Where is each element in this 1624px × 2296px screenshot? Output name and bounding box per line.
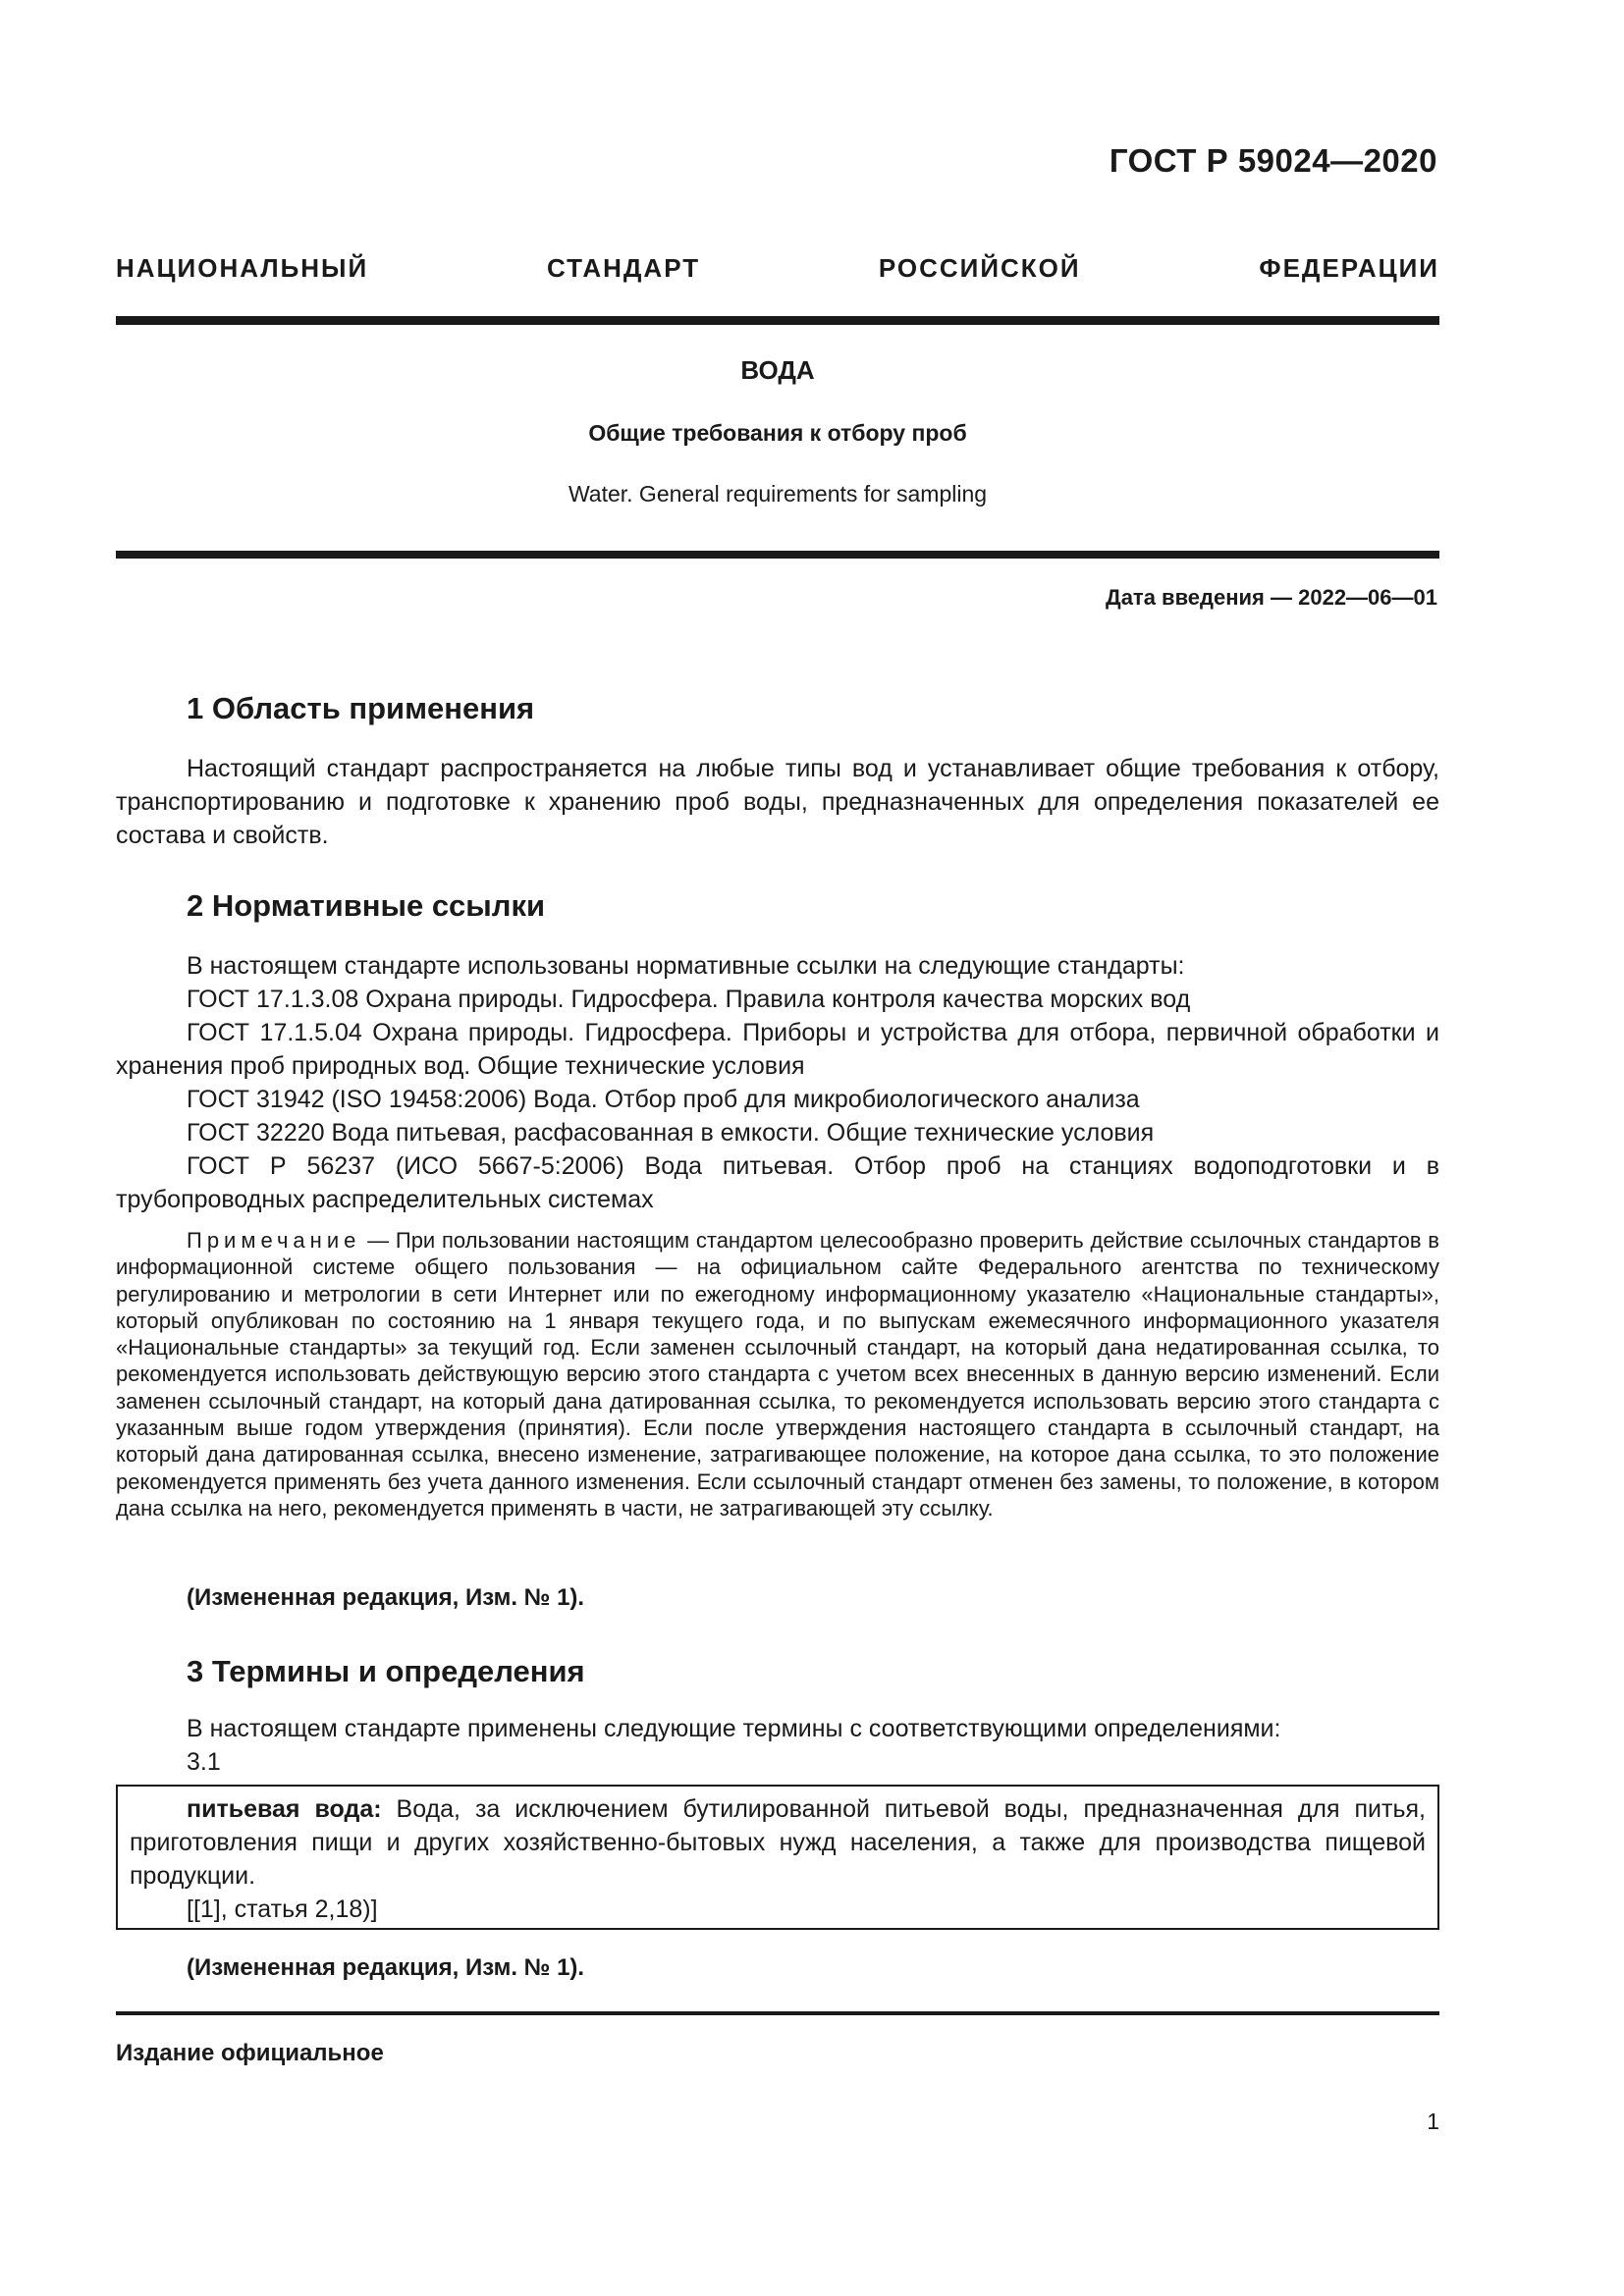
organization-banner: НАЦИОНАЛЬНЫЙ СТАНДАРТ РОССИЙСКОЙ ФЕДЕРАЦИИ xyxy=(116,253,1439,283)
top-divider xyxy=(116,316,1439,325)
scope-paragraph: Настоящий стандарт распространяется на любые типы вод и устанавливает общие требования к отбору, транспортированию и подготовке к хранению проб воды, предназначенных для определения показателей ее состава и свойств. xyxy=(116,755,1439,849)
term-text: Вода, за исключением бутилированной питьевой воды, предназначенная для питья, приготовления пищи и других хозяйственно-бытовых нужд населения, а также для производства пищевой продукции. xyxy=(130,1795,1426,1890)
page-number: 1 xyxy=(1427,2109,1439,2134)
section-2-heading: 2 Нормативные ссылки xyxy=(187,888,546,923)
title-divider xyxy=(116,551,1439,559)
term-definition-box xyxy=(116,1785,1439,1930)
amendment-note-2: (Измененная редакция, Изм. № 1). xyxy=(187,1954,585,1981)
references-list xyxy=(116,949,1439,1216)
section-1-body xyxy=(116,752,1439,852)
reference-item: ГОСТ 17.1.3.08 Охрана природы. Гидросфера. Правила контроля качества морских вод xyxy=(187,986,1191,1013)
reference-item: ГОСТ Р 56237 (ИСО 5667-5:2006) Вода питьевая. Отбор проб на станциях водоподготовки и в трубопроводных распределительных системах xyxy=(116,1152,1439,1213)
term-number: 3.1 xyxy=(187,1748,221,1776)
terms-intro-block xyxy=(116,1712,1439,1779)
term-definition xyxy=(130,1792,1426,1893)
document-subtitle: Общие требования к отбору проб xyxy=(588,420,967,446)
term-name: питьевая вода: xyxy=(187,1795,382,1823)
effective-date: Дата введения — 2022—06—01 xyxy=(1106,585,1437,610)
english-title: Water. General requirements for sampling xyxy=(568,481,988,507)
terms-intro: В настоящем стандарте применены следующие термины с соответствующими определениями: xyxy=(187,1715,1281,1742)
section-1-heading: 1 Область применения xyxy=(187,691,535,725)
amendment-note-1: (Измененная редакция, Изм. № 1). xyxy=(187,1584,585,1611)
footer-divider xyxy=(116,2011,1439,2015)
references-intro: В настоящем стандарте использованы нормативные ссылки на следующие стандарты: xyxy=(187,952,1185,980)
note-text: — При пользовании настоящим стандартом целесообразно проверить действие ссылочных стандартов в информационной системе общего пользования — на официальном сайте Федерального агентства по техническому регулированию и метрологии в сети Интернет или по ежегодному информационному указателю «Национальные стандарты», который опубликован по состоянию на 1 января текущего года, и по выпускам ежемесячного информационного указателя «Национальные стандарты» за текущий год. Если заменен ссылочный стандарт, на который дана недатированная ссылка, то рекомендуется использовать действующую версию этого стандарта с учетом всех внесенных в данную версию изменений. Если заменен ссылочный стандарт, на который дана датированная ссылка, то рекомендуется использовать версию этого стандарта с указанным выше годом утверждения (принятия). Если после утверждения настоящего стандарта в ссылочный стандарт, на который дана датированная ссылка, внесено изменение, затрагивающее положение, на которое дана ссылка, то это положение рекомендуется применять без учета данного изменения. Если ссылочный стандарт отменен без замены, то положение, в котором дана ссылка на него, рекомендуется применять в части, не затрагивающей эту ссылку. xyxy=(116,1228,1439,1521)
edition-label: Издание официальное xyxy=(116,2040,384,2066)
document-title: ВОДА xyxy=(740,355,815,385)
note-label: Примечание xyxy=(187,1228,361,1253)
reference-item: ГОСТ 17.1.5.04 Охрана природы. Гидросфера. Приборы и устройства для отбора, первичной обработки и хранения проб природных вод. Общие технические условия xyxy=(116,1019,1439,1080)
standard-designation: ГОСТ Р 59024—2020 xyxy=(1109,142,1437,179)
term-source: [[1], статья 2,18)] xyxy=(187,1896,378,1923)
references-note xyxy=(116,1227,1439,1522)
section-3-heading: 3 Термины и определения xyxy=(187,1654,585,1688)
reference-item: ГОСТ 32220 Вода питьевая, расфасованная в емкости. Общие технические условия xyxy=(187,1119,1155,1147)
reference-item: ГОСТ 31942 (ISO 19458:2006) Вода. Отбор проб для микробиологического анализа xyxy=(187,1086,1140,1113)
